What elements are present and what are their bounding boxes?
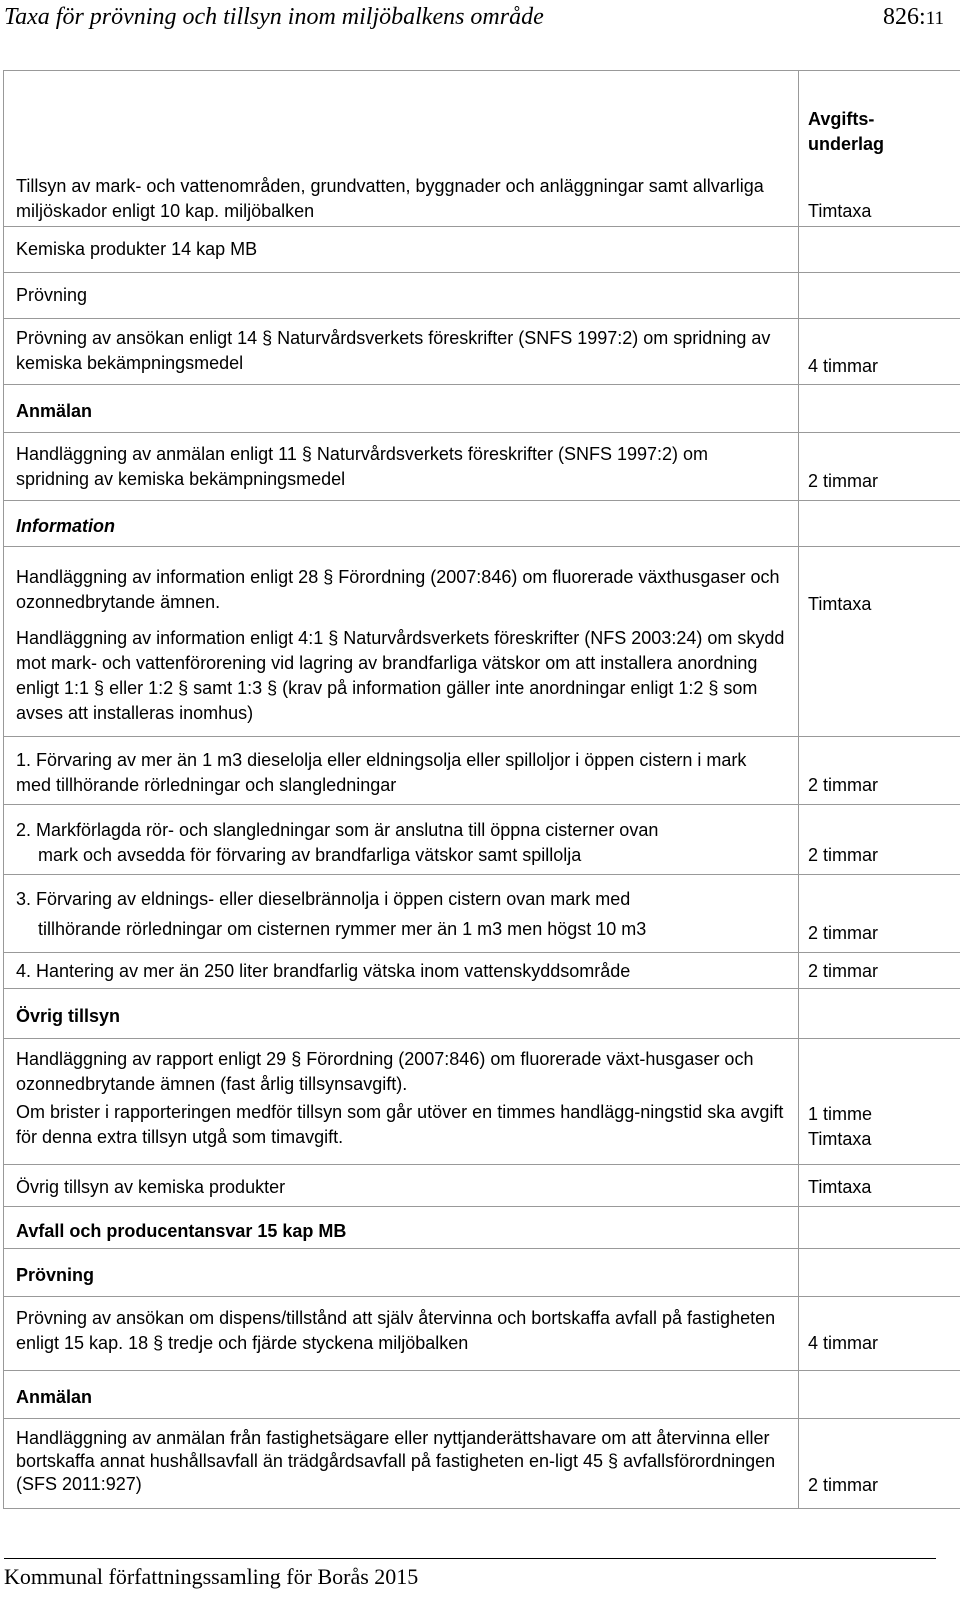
row-fee: 4 timmar bbox=[799, 1297, 960, 1371]
row-fee: 2 timmar bbox=[799, 1419, 960, 1509]
row-text-lead: 2. Markförlagda rör- och slangledningar som är anslutna till öppna cisterner ovan bbox=[16, 820, 659, 840]
row-fee-empty bbox=[799, 227, 960, 273]
section-heading: Anmälan bbox=[4, 385, 799, 433]
row-fee: 2 timmar bbox=[799, 433, 960, 501]
row-text-rest: tillhörande rörledningar om cisternen rymmer mer än 1 m3 men högst 10 m3 bbox=[38, 919, 647, 939]
row-fee-empty bbox=[799, 385, 960, 433]
table-row bbox=[4, 1165, 960, 1207]
row-fee: 2 timmar bbox=[799, 805, 960, 875]
row-text: 4. Hantering av mer än 250 liter brandfarlig vätska inom vattenskyddsområde bbox=[4, 953, 799, 989]
table-row bbox=[4, 737, 960, 805]
table-row bbox=[4, 227, 960, 273]
row-fee: 2 timmar bbox=[799, 875, 960, 953]
row-text: Om brister i rapporteringen medför tillsyn som går utöver en timmes handlägg-ningstid ska avgift för denna extra tillsyn utgå som timavgift. bbox=[4, 1097, 799, 1165]
row-fee-empty bbox=[799, 273, 960, 319]
table-row bbox=[4, 1039, 960, 1097]
table-row bbox=[4, 1371, 960, 1419]
table-row bbox=[4, 989, 960, 1039]
table-row bbox=[4, 619, 960, 737]
row-fee: 2 timmar bbox=[799, 737, 960, 805]
section-heading: Anmälan bbox=[4, 1371, 799, 1419]
table-row bbox=[4, 805, 960, 875]
row-text: Prövning av ansökan om dispens/tillstånd att själv återvinna och bortskaffa avfall på fastigheten enligt 15 kap. 18 § tredje och fjärde styckena miljöbalken bbox=[4, 1297, 799, 1371]
row-fee: Timtaxa bbox=[799, 547, 960, 619]
section-heading: Prövning bbox=[4, 273, 799, 319]
table-cell-empty bbox=[4, 71, 799, 163]
table-row bbox=[4, 433, 960, 501]
row-fee-empty bbox=[799, 1371, 960, 1419]
row-text: 1. Förvaring av mer än 1 m3 dieselolja eller eldningsolja eller spilloljor i öppen cistern i mark med tillhörande rörledningar och slangledningar bbox=[4, 737, 799, 805]
row-text bbox=[4, 805, 799, 875]
row-fee-empty bbox=[799, 501, 960, 547]
document-title: Taxa för prövning och tillsyn inom miljöbalkens område bbox=[4, 4, 544, 30]
row-text-lead: 3. Förvaring av eldnings- eller dieselbrännolja i öppen cistern ovan mark med bbox=[16, 889, 631, 909]
row-fee: 4 timmar bbox=[799, 319, 960, 385]
row-fee-empty bbox=[799, 1207, 960, 1249]
page-number bbox=[883, 4, 944, 31]
column-header-avgiftsunderlag: Avgifts- underlag bbox=[799, 71, 960, 163]
table-row bbox=[4, 953, 960, 989]
row-text: Handläggning av information enligt 4:1 § Naturvårdsverkets föreskrifter (NFS 2003:24) om skydd mot mark- och vattenförorening vid lagring av brandfarliga vätskor om att installera anordning enligt 1:1 § eller 1:2 § samt 1:3 § (krav på information gäller inte anordningar enligt 1:2 § som avses att installeras inomhus) bbox=[4, 619, 799, 737]
page-number-main: 826: bbox=[883, 4, 926, 30]
table-row bbox=[4, 1297, 960, 1371]
table-row bbox=[4, 1097, 960, 1165]
section-heading: Avfall och producentansvar 15 kap MB bbox=[4, 1207, 799, 1249]
row-fee: Timtaxa bbox=[799, 163, 960, 227]
row-fee: 2 timmar bbox=[799, 953, 960, 989]
row-fee-empty bbox=[799, 1249, 960, 1297]
row-fee-line: Timtaxa bbox=[808, 1129, 872, 1149]
table-row bbox=[4, 501, 960, 547]
row-fee-line: 1 timme bbox=[808, 1104, 873, 1124]
table-row bbox=[4, 71, 960, 163]
row-text: Övrig tillsyn av kemiska produkter bbox=[4, 1165, 799, 1207]
row-fee-empty bbox=[799, 619, 960, 737]
row-text: Handläggning av rapport enligt 29 § Förordning (2007:846) om fluorerade växt-husgaser och ozonnedbrytande ämnen (fast årlig tillsynsavgift). bbox=[4, 1039, 799, 1097]
footer-text: Kommunal författningssamling för Borås 2015 bbox=[4, 1564, 419, 1589]
section-heading: Övrig tillsyn bbox=[4, 989, 799, 1039]
section-heading: Prövning bbox=[4, 1249, 799, 1297]
table-row bbox=[4, 319, 960, 385]
page-header bbox=[4, 4, 956, 34]
row-text: Tillsyn av mark- och vattenområden, grundvatten, byggnader och anläggningar samt allvarliga miljöskador enligt 10 kap. miljöbalken bbox=[4, 163, 799, 227]
table-row bbox=[4, 1419, 960, 1509]
table-row bbox=[4, 163, 960, 227]
row-text: Handläggning av anmälan enligt 11 § Naturvårdsverkets föreskrifter (SNFS 1997:2) om spridning av kemiska bekämpningsmedel bbox=[4, 433, 799, 501]
row-fee: Timtaxa bbox=[799, 1165, 960, 1207]
row-text: Handläggning av information enligt 28 § Förordning (2007:846) om fluorerade växthusgaser och ozonnedbrytande ämnen. bbox=[4, 547, 799, 619]
row-fee-empty bbox=[799, 1039, 960, 1097]
row-text bbox=[4, 875, 799, 953]
table-row bbox=[4, 547, 960, 619]
section-heading: Information bbox=[4, 501, 799, 547]
table-row bbox=[4, 273, 960, 319]
table-row bbox=[4, 385, 960, 433]
row-fee bbox=[799, 1097, 960, 1165]
table-row bbox=[4, 875, 960, 953]
footer-rule bbox=[4, 1558, 936, 1559]
row-fee-empty bbox=[799, 989, 960, 1039]
row-text: Prövning av ansökan enligt 14 § Naturvårdsverkets föreskrifter (SNFS 1997:2) om spridning av kemiska bekämpningsmedel bbox=[4, 319, 799, 385]
fee-table bbox=[3, 70, 960, 1509]
table-row bbox=[4, 1207, 960, 1249]
row-text-rest: mark och avsedda för förvaring av brandfarliga vätskor samt spillolja bbox=[38, 845, 582, 865]
table-row bbox=[4, 1249, 960, 1297]
section-heading: Kemiska produkter 14 kap MB bbox=[4, 227, 799, 273]
row-text: Handläggning av anmälan från fastighetsägare eller nyttjanderättshavare om att återvinna eller bortskaffa annat hushållsavfall än trädgårdsavfall på fastigheten en-ligt 45 § avfallsförordningen (SFS 2011:927) bbox=[4, 1419, 799, 1509]
page-number-sub: 11 bbox=[925, 8, 944, 29]
